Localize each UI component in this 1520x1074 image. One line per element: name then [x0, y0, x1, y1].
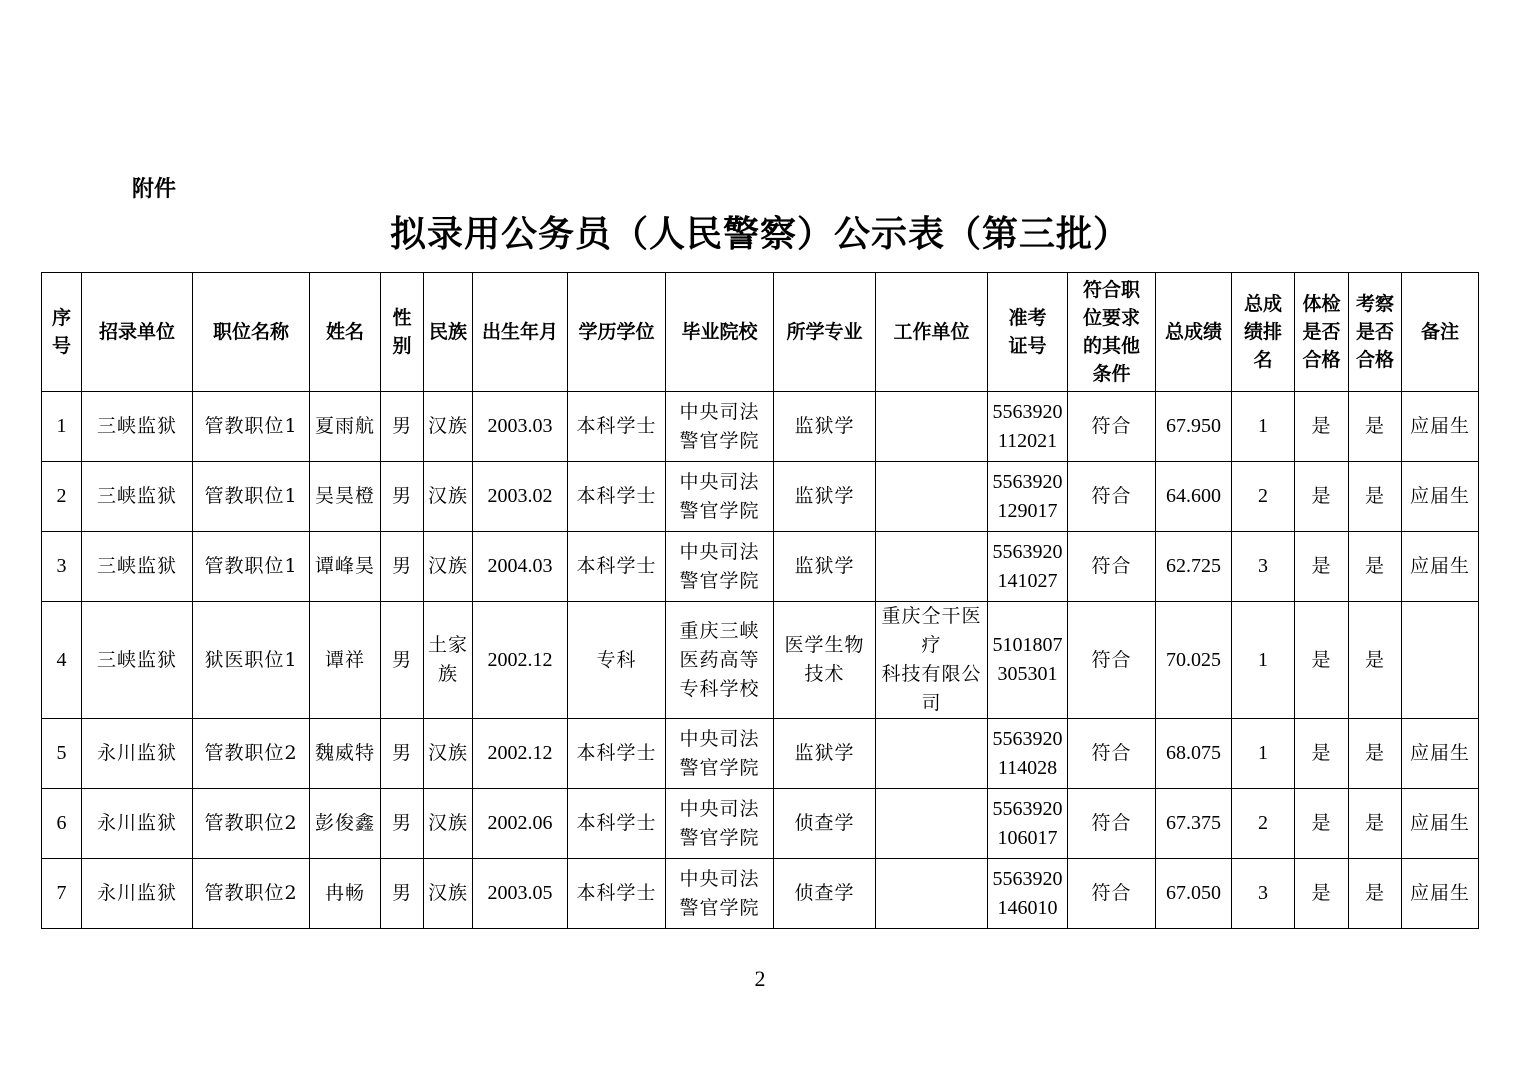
cell-inspection: 是 — [1349, 462, 1402, 532]
cell-major: 监狱学 — [774, 532, 876, 602]
cell-employer — [876, 532, 988, 602]
cell-school: 重庆三峡 医药高等 专科学校 — [666, 602, 774, 719]
cell-degree: 专科 — [568, 602, 666, 719]
cell-position: 管教职位1 — [193, 532, 310, 602]
cell-conditions: 符合 — [1068, 859, 1156, 929]
cell-name: 谭祥 — [310, 602, 381, 719]
cell-rank: 1 — [1232, 719, 1295, 789]
attachment-label: 附件 — [132, 177, 177, 202]
column-header-line: 工作单位 — [893, 321, 970, 343]
column-header — [1068, 273, 1156, 392]
cell-degree: 本科学士 — [568, 859, 666, 929]
cell-name: 彭俊鑫 — [310, 789, 381, 859]
cell-conditions: 符合 — [1068, 602, 1156, 719]
candidate-table — [41, 272, 1479, 929]
cell-major: 医学生物 技术 — [774, 602, 876, 719]
column-header — [1232, 273, 1295, 392]
page-title: 拟录用公务员（人民警察）公示表（第三批） — [389, 213, 1130, 255]
cell-exam-id: 5563920 129017 — [988, 462, 1068, 532]
table-row — [42, 532, 1479, 602]
cell-position: 管教职位2 — [193, 789, 310, 859]
column-header — [381, 273, 424, 392]
cell-position: 狱医职位1 — [193, 602, 310, 719]
cell-no: 5 — [42, 719, 82, 789]
column-header-line: 是否 — [1355, 321, 1394, 343]
cell-school: 中央司法 警官学院 — [666, 392, 774, 462]
column-header-line: 考察 — [1355, 293, 1394, 315]
column-header — [1156, 273, 1232, 392]
cell-name: 谭峰昊 — [310, 532, 381, 602]
cell-score: 67.375 — [1156, 789, 1232, 859]
cell-inspection: 是 — [1349, 392, 1402, 462]
cell-position: 管教职位1 — [193, 392, 310, 462]
cell-unit: 三峡监狱 — [82, 602, 193, 719]
table-row — [42, 602, 1479, 719]
table-row — [42, 789, 1479, 859]
cell-major: 监狱学 — [774, 719, 876, 789]
column-header — [774, 273, 876, 392]
cell-inspection: 是 — [1349, 719, 1402, 789]
cell-degree: 本科学士 — [568, 532, 666, 602]
cell-medical: 是 — [1295, 719, 1349, 789]
cell-score: 64.600 — [1156, 462, 1232, 532]
cell-no: 2 — [42, 462, 82, 532]
column-header — [82, 273, 193, 392]
column-header-line: 证号 — [1008, 335, 1047, 357]
cell-exam-id: 5563920 146010 — [988, 859, 1068, 929]
cell-position: 管教职位2 — [193, 719, 310, 789]
cell-ethnicity: 土家 族 — [424, 602, 473, 719]
table-row — [42, 859, 1479, 929]
cell-no: 7 — [42, 859, 82, 929]
cell-medical: 是 — [1295, 462, 1349, 532]
column-header — [1402, 273, 1479, 392]
cell-inspection: 是 — [1349, 789, 1402, 859]
cell-ethnicity: 汉族 — [424, 392, 473, 462]
cell-name: 吴昊橙 — [310, 462, 381, 532]
table-row — [42, 392, 1479, 462]
cell-inspection: 是 — [1349, 532, 1402, 602]
table-body — [42, 392, 1479, 929]
column-header-line: 绩排 — [1243, 321, 1282, 343]
cell-school: 中央司法 警官学院 — [666, 532, 774, 602]
column-header-line: 序 — [51, 307, 71, 329]
column-header-line: 准考 — [1008, 307, 1047, 329]
column-header-line: 招录单位 — [98, 321, 175, 343]
cell-gender: 男 — [381, 719, 424, 789]
column-header-line: 总成绩 — [1164, 321, 1222, 343]
column-header-line: 条件 — [1092, 363, 1131, 385]
cell-remark: 应届生 — [1402, 719, 1479, 789]
column-header — [42, 273, 82, 392]
cell-unit: 三峡监狱 — [82, 462, 193, 532]
cell-major: 监狱学 — [774, 392, 876, 462]
cell-exam-id: 5563920 106017 — [988, 789, 1068, 859]
cell-ethnicity: 汉族 — [424, 859, 473, 929]
cell-school: 中央司法 警官学院 — [666, 859, 774, 929]
cell-score: 70.025 — [1156, 602, 1232, 719]
column-header — [876, 273, 988, 392]
cell-remark — [1402, 602, 1479, 719]
column-header-line: 出生年月 — [481, 321, 558, 343]
page-number: 2 — [754, 966, 766, 991]
column-header — [424, 273, 473, 392]
column-header — [310, 273, 381, 392]
column-header-line: 学历学位 — [578, 321, 655, 343]
cell-exam-id: 5563920 112021 — [988, 392, 1068, 462]
column-header-line: 合格 — [1302, 349, 1341, 371]
column-header-line: 毕业院校 — [681, 321, 758, 343]
cell-gender: 男 — [381, 532, 424, 602]
cell-gender: 男 — [381, 392, 424, 462]
cell-medical: 是 — [1295, 532, 1349, 602]
cell-remark: 应届生 — [1402, 532, 1479, 602]
column-header-line: 符合职 — [1082, 279, 1140, 301]
cell-school: 中央司法 警官学院 — [666, 462, 774, 532]
cell-degree: 本科学士 — [568, 392, 666, 462]
column-header — [988, 273, 1068, 392]
column-header-line: 名 — [1253, 349, 1273, 371]
cell-medical: 是 — [1295, 602, 1349, 719]
cell-conditions: 符合 — [1068, 392, 1156, 462]
cell-conditions: 符合 — [1068, 462, 1156, 532]
cell-rank: 3 — [1232, 532, 1295, 602]
cell-gender: 男 — [381, 789, 424, 859]
cell-gender: 男 — [381, 859, 424, 929]
cell-birth: 2002.12 — [473, 602, 568, 719]
column-header — [568, 273, 666, 392]
cell-conditions: 符合 — [1068, 532, 1156, 602]
table-row — [42, 462, 1479, 532]
cell-conditions: 符合 — [1068, 719, 1156, 789]
cell-gender: 男 — [381, 602, 424, 719]
column-header-line: 别 — [392, 335, 412, 357]
cell-name: 冉畅 — [310, 859, 381, 929]
cell-gender: 男 — [381, 462, 424, 532]
table-row — [42, 719, 1479, 789]
cell-score: 67.050 — [1156, 859, 1232, 929]
cell-no: 6 — [42, 789, 82, 859]
column-header-line: 备注 — [1420, 321, 1459, 343]
cell-remark: 应届生 — [1402, 789, 1479, 859]
cell-employer — [876, 859, 988, 929]
header-row — [42, 273, 1479, 392]
cell-ethnicity: 汉族 — [424, 789, 473, 859]
column-header-line: 总成 — [1243, 293, 1282, 315]
column-header-line: 是否 — [1302, 321, 1341, 343]
column-header-line: 位要求 — [1082, 307, 1140, 329]
cell-no: 1 — [42, 392, 82, 462]
cell-employer — [876, 392, 988, 462]
cell-score: 67.950 — [1156, 392, 1232, 462]
cell-score: 62.725 — [1156, 532, 1232, 602]
cell-no: 4 — [42, 602, 82, 719]
cell-birth: 2002.06 — [473, 789, 568, 859]
cell-inspection: 是 — [1349, 859, 1402, 929]
column-header — [1295, 273, 1349, 392]
cell-degree: 本科学士 — [568, 719, 666, 789]
cell-rank: 2 — [1232, 462, 1295, 532]
cell-medical: 是 — [1295, 859, 1349, 929]
cell-major: 监狱学 — [774, 462, 876, 532]
cell-remark: 应届生 — [1402, 462, 1479, 532]
column-header-line: 合格 — [1355, 349, 1394, 371]
cell-ethnicity: 汉族 — [424, 532, 473, 602]
cell-ethnicity: 汉族 — [424, 462, 473, 532]
cell-degree: 本科学士 — [568, 789, 666, 859]
column-header-line: 体检 — [1302, 293, 1341, 315]
cell-unit: 永川监狱 — [82, 789, 193, 859]
cell-no: 3 — [42, 532, 82, 602]
cell-remark: 应届生 — [1402, 392, 1479, 462]
cell-unit: 三峡监狱 — [82, 392, 193, 462]
cell-unit: 三峡监狱 — [82, 532, 193, 602]
column-header — [666, 273, 774, 392]
column-header — [1349, 273, 1402, 392]
cell-name: 魏威特 — [310, 719, 381, 789]
cell-name: 夏雨航 — [310, 392, 381, 462]
cell-birth: 2003.03 — [473, 392, 568, 462]
cell-exam-id: 5101807 305301 — [988, 602, 1068, 719]
cell-rank: 2 — [1232, 789, 1295, 859]
column-header-line: 所学专业 — [786, 321, 863, 343]
cell-school: 中央司法 警官学院 — [666, 789, 774, 859]
cell-exam-id: 5563920 114028 — [988, 719, 1068, 789]
cell-rank: 1 — [1232, 602, 1295, 719]
cell-medical: 是 — [1295, 789, 1349, 859]
cell-medical: 是 — [1295, 392, 1349, 462]
cell-major: 侦查学 — [774, 859, 876, 929]
cell-position: 管教职位2 — [193, 859, 310, 929]
cell-birth: 2003.05 — [473, 859, 568, 929]
cell-rank: 3 — [1232, 859, 1295, 929]
column-header-line: 性 — [392, 307, 412, 329]
cell-unit: 永川监狱 — [82, 859, 193, 929]
cell-inspection: 是 — [1349, 602, 1402, 719]
column-header-line: 姓名 — [325, 321, 364, 343]
column-header-line: 民族 — [428, 321, 467, 343]
cell-employer — [876, 789, 988, 859]
cell-birth: 2004.03 — [473, 532, 568, 602]
column-header — [193, 273, 310, 392]
cell-position: 管教职位1 — [193, 462, 310, 532]
cell-birth: 2002.12 — [473, 719, 568, 789]
cell-exam-id: 5563920 141027 — [988, 532, 1068, 602]
cell-unit: 永川监狱 — [82, 719, 193, 789]
cell-birth: 2003.02 — [473, 462, 568, 532]
cell-employer — [876, 462, 988, 532]
cell-remark: 应届生 — [1402, 859, 1479, 929]
cell-rank: 1 — [1232, 392, 1295, 462]
cell-school: 中央司法 警官学院 — [666, 719, 774, 789]
cell-degree: 本科学士 — [568, 462, 666, 532]
cell-score: 68.075 — [1156, 719, 1232, 789]
cell-ethnicity: 汉族 — [424, 719, 473, 789]
cell-employer: 重庆仝干医疗 科技有限公司 — [876, 602, 988, 719]
column-header-line: 号 — [51, 335, 71, 357]
column-header-line: 职位名称 — [212, 321, 289, 343]
cell-employer — [876, 719, 988, 789]
column-header — [473, 273, 568, 392]
column-header-line: 的其他 — [1082, 335, 1140, 357]
cell-conditions: 符合 — [1068, 789, 1156, 859]
cell-major: 侦查学 — [774, 789, 876, 859]
